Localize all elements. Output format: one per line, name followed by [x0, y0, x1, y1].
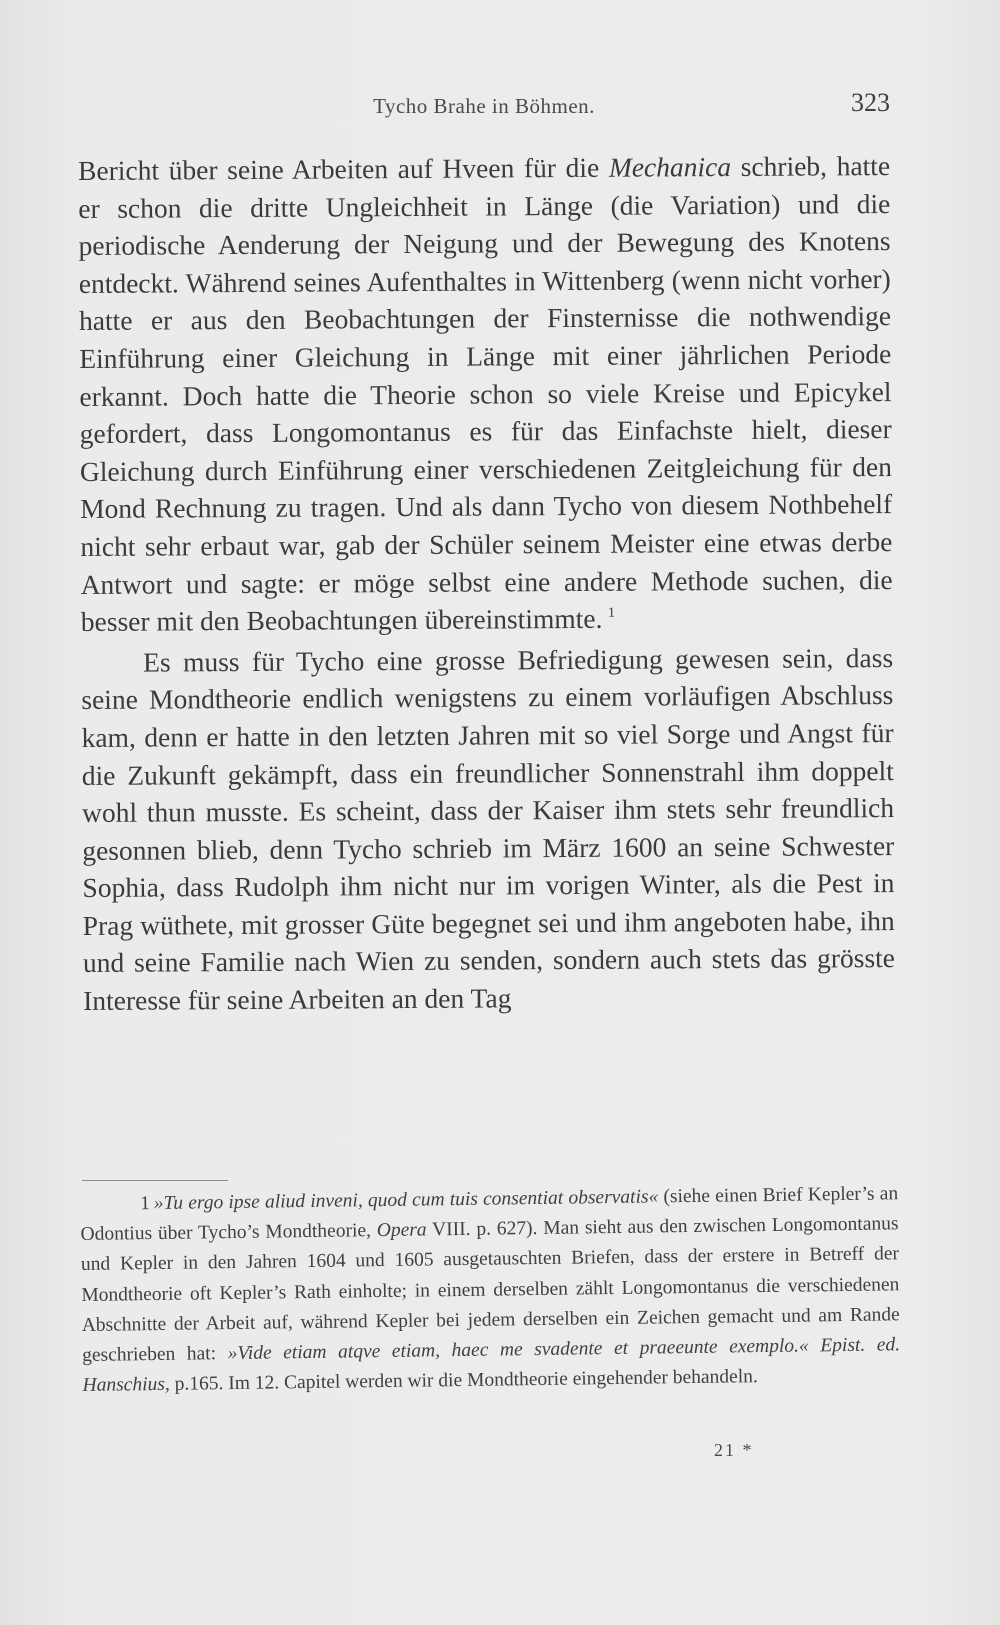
page-header — [78, 88, 890, 128]
paragraph-1 — [78, 147, 893, 641]
signature-mark: 21 * — [714, 1440, 754, 1460]
paragraph-2: Es muss für Tycho eine grosse Befriedigung gewesen sein, dass seine Mondtheorie endlich wenigstens zu einem vorläufigen Abschluss kam, denn er hatte in den letzten Jahren mit so viel Sorge und Angst für die Zukunft gekämpft, dass ein freundlicher Sonnenstrahl ihm doppelt wohl thun musste. Es scheint, dass der Kaiser ihm stets sehr freundlich gesonnen blieb, denn Tycho schrieb im März 1600 an seine Schwester Sophia, dass Rudolph ihm nicht nur im vorigen Winter, als die Pest in Prag wüthete, mit grosser Güte begegnet sei und ihm angeboten habe, ihn und seine Familie nach Wien zu senden, sondern auch stets das grösste Interesse für seine Arbeiten an den Tag — [81, 641, 896, 1017]
footnote-italic-epist: Epist. ed. Hanschius, — [82, 1334, 901, 1397]
paragraph-1-text-a: Bericht über seine Arbeiten auf Hveen für die — [78, 151, 609, 186]
footnote-text-c: p.165. Im 12. Capitel werden wir die Mondtheorie eingehender behandeln. — [169, 1366, 758, 1396]
body-text — [78, 147, 895, 1020]
footnote-marker: 1 — [140, 1193, 151, 1215]
page-number: 323 — [851, 88, 890, 117]
footnote-reference: 1 — [607, 605, 615, 621]
footnote-text-b: VIII. p. 627). Man sieht aus den zwischen Longomontanus und Kepler in den Jahren 1604 und 1605 ausgetauschten Briefen, dass der erstere in Betreff der Mondtheorie oft Kepler’s Rath einholte; in einem derselben zählt Longomontanus die verschiedenen Abschnitte der Arbeit auf, während Kepler bei jedem derselben ein Zeichen gemacht und am Rande geschrieben hat: — [80, 1213, 900, 1367]
footnote-italic-opera: Opera — [376, 1219, 427, 1242]
footnote-separator — [82, 1180, 228, 1181]
paragraph-1-text-b: schrieb, hatte er schon die dritte Ungleichheit in Länge (die Variation) und die periodische Aenderung der Neigung und der Bewegung des Knotens entdeckt. Während seines Aufenthaltes in Wittenberg (wenn nicht vorher) hatte er aus den Beobachtungen der Finsternisse die nothwendige Einführung einer Gleichung in Länge mit einer jährlichen Periode erkannt. Doch hatte die Theorie schon so viele Kreise und Epicykel gefordert, dass Longomontanus es für das Einfachste hielt, dieser Gleichung durch Einführung einer verschiedenen Zeitgleichung für den Mond Rechnung zu tragen. Und als dann Tycho von diesem Nothbehelf nicht sehr erbaut war, gab der Schüler seinem Meister eine etwas derbe Antwort und sagte: er möge selbst eine andere Methode suchen, die besser mit den Beobachtungen übereinstimmte. — [78, 150, 893, 638]
footnote-text-a: (siehe einen Brief Kepler’s an Odontius über Tycho’s Mondtheorie, — [80, 1183, 899, 1246]
footnote — [80, 1179, 901, 1401]
footnote-paragraph — [80, 1179, 901, 1401]
footnote-quote-1: »Tu ergo ipse aliud inveni, quod cum tuis consentiat observatis« — [153, 1186, 659, 1215]
paragraph-1-italic-title: Mechanica — [608, 151, 732, 183]
footnote-space — [809, 1335, 821, 1356]
running-head: Tycho Brahe in Böhmen. — [373, 94, 595, 118]
footnote-quote-2: »Vide etiam atqve etiam, haec me svadente et praeeunte exemplo.« — [227, 1335, 809, 1365]
